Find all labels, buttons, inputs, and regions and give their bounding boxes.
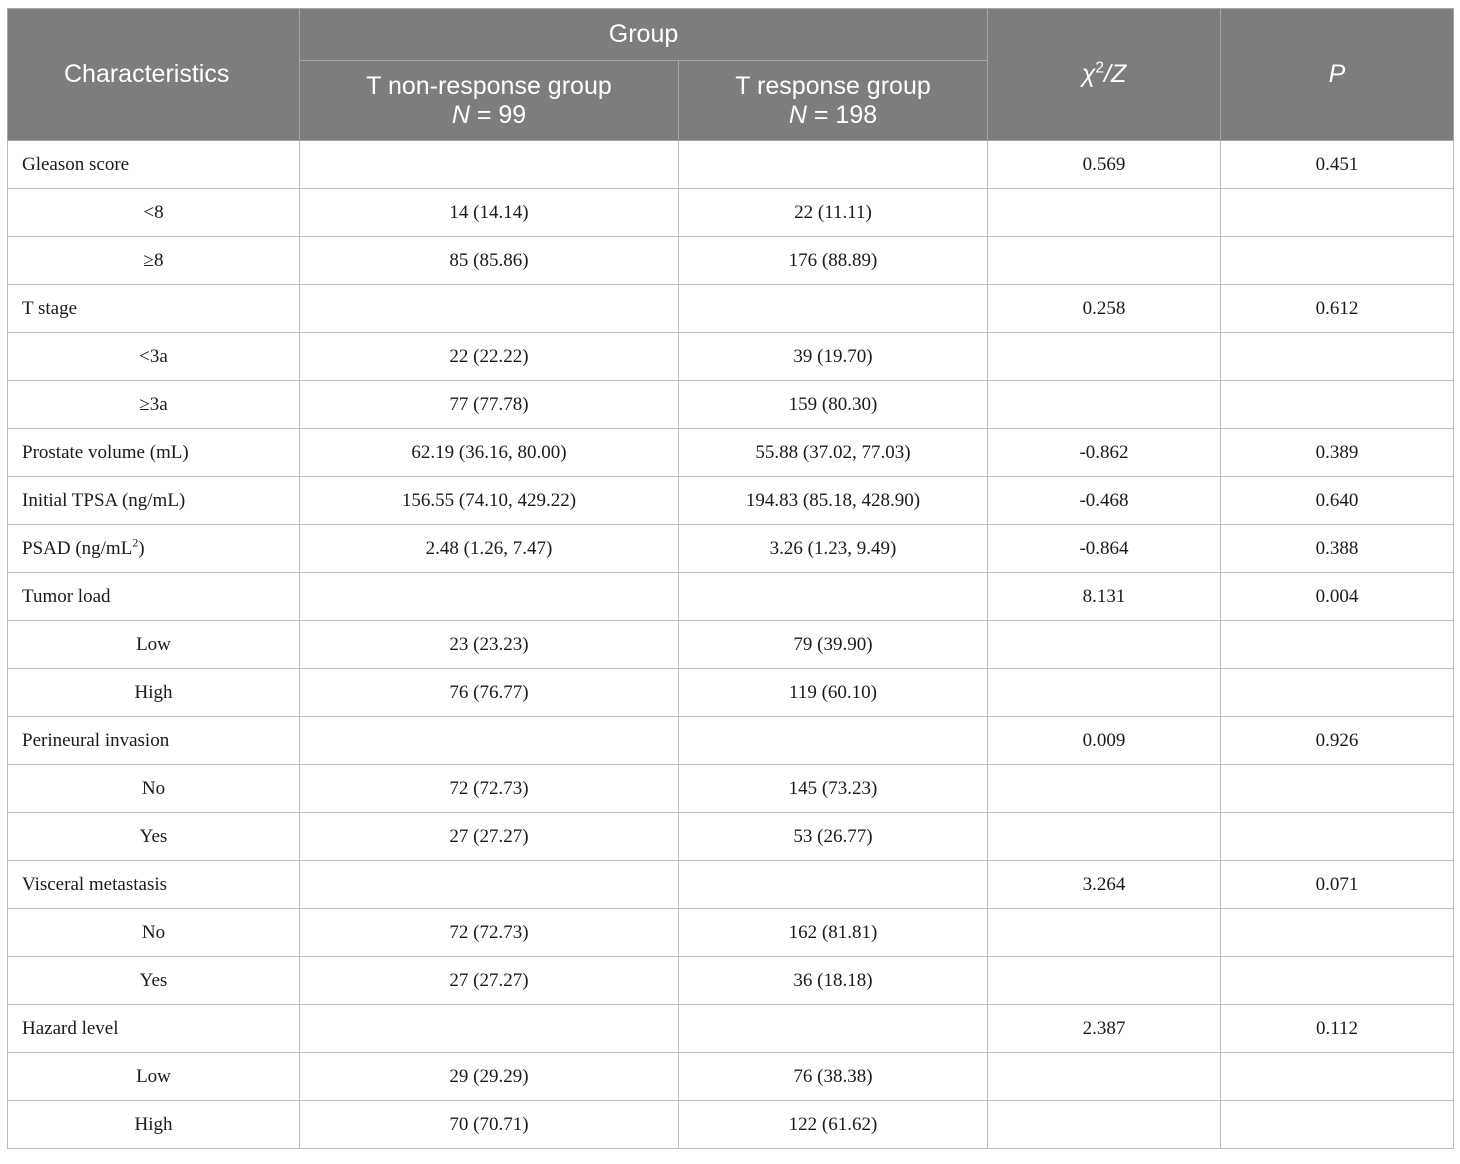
header-p-value: [1221, 9, 1454, 141]
cell-statistic: -0.862: [988, 429, 1221, 477]
header-stat-rest: /Z: [1104, 60, 1127, 88]
table-row: [8, 429, 1454, 477]
cell-p-value: [1221, 1053, 1454, 1101]
cell-nonresponse: [300, 573, 679, 621]
cell-nonresponse: 62.19 (36.16, 80.00): [300, 429, 679, 477]
cell-response: 162 (81.81): [679, 909, 988, 957]
cell-p-value: [1221, 189, 1454, 237]
cell-statistic: [988, 621, 1221, 669]
row-subcategory: [8, 189, 300, 237]
table-row: [8, 909, 1454, 957]
row-characteristic: [8, 717, 300, 765]
cell-nonresponse: 77 (77.78): [300, 381, 679, 429]
cell-p-value: [1221, 333, 1454, 381]
cell-nonresponse: 70 (70.71): [300, 1101, 679, 1149]
cell-response: 36 (18.18): [679, 957, 988, 1005]
cell-response: [679, 717, 988, 765]
row-label: Prostate volume (mL): [22, 441, 189, 463]
cell-p-value: [1221, 765, 1454, 813]
cell-p-value: 0.926: [1221, 717, 1454, 765]
row-subcategory: [8, 237, 300, 285]
cell-statistic: 2.387: [988, 1005, 1221, 1053]
row-label: ≥3a: [139, 393, 168, 415]
header-stat-chi-sup: 2: [1095, 59, 1105, 77]
row-subcategory: [8, 813, 300, 861]
cell-response: 79 (39.90): [679, 621, 988, 669]
row-label: Initial TPSA (ng/mL): [22, 489, 186, 511]
table-header: [8, 9, 1454, 141]
header-p-label: P: [1328, 60, 1346, 88]
row-label: ≥8: [143, 249, 164, 271]
cell-response: [679, 285, 988, 333]
cell-nonresponse: 29 (29.29): [300, 1053, 679, 1101]
table-row: [8, 813, 1454, 861]
cell-response: [679, 141, 988, 189]
cell-p-value: [1221, 621, 1454, 669]
cell-p-value: [1221, 813, 1454, 861]
cell-response: 176 (88.89): [679, 237, 988, 285]
header-nonresponse-n: [300, 101, 678, 130]
row-subcategory: [8, 909, 300, 957]
table-row: [8, 477, 1454, 525]
row-label: Gleason score: [22, 153, 130, 175]
table-row: [8, 141, 1454, 189]
cell-nonresponse: 27 (27.27): [300, 957, 679, 1005]
cell-nonresponse: [300, 861, 679, 909]
table-row: [8, 285, 1454, 333]
cell-nonresponse: [300, 1005, 679, 1053]
cell-p-value: 0.612: [1221, 285, 1454, 333]
cell-nonresponse: 76 (76.77): [300, 669, 679, 717]
row-label: Yes: [139, 969, 168, 991]
cell-response: 145 (73.23): [679, 765, 988, 813]
header-nonresponse-label: T non-response group: [366, 71, 612, 100]
header-nonresponse-n-value: = 99: [469, 100, 527, 129]
header-nonresponse-n-italic: N: [451, 100, 470, 129]
table-row: [8, 1005, 1454, 1053]
row-characteristic: [8, 525, 300, 573]
cell-statistic: [988, 669, 1221, 717]
row-subcategory: [8, 1053, 300, 1101]
row-label-superscript: 2: [132, 536, 139, 550]
table-row: [8, 573, 1454, 621]
cell-nonresponse: 14 (14.14): [300, 189, 679, 237]
table-row: [8, 333, 1454, 381]
row-label: Yes: [139, 825, 168, 847]
header-response-label: T response group: [735, 71, 931, 100]
cell-nonresponse: 156.55 (74.10, 429.22): [300, 477, 679, 525]
row-subcategory: [8, 381, 300, 429]
cell-statistic: [988, 333, 1221, 381]
row-label: <3a: [139, 345, 168, 367]
header-characteristics: Characteristics: [8, 9, 300, 141]
cell-statistic: 0.569: [988, 141, 1221, 189]
cell-statistic: -0.468: [988, 477, 1221, 525]
row-characteristic: [8, 429, 300, 477]
table-row: [8, 237, 1454, 285]
cell-nonresponse: [300, 717, 679, 765]
table-row: [8, 189, 1454, 237]
cell-p-value: 0.071: [1221, 861, 1454, 909]
cell-nonresponse: [300, 285, 679, 333]
row-subcategory: [8, 621, 300, 669]
row-characteristic: [8, 1005, 300, 1053]
table-row: [8, 1101, 1454, 1149]
cell-response: 194.83 (85.18, 428.90): [679, 477, 988, 525]
cell-p-value: [1221, 381, 1454, 429]
header-statistic: [988, 9, 1221, 141]
cell-statistic: [988, 765, 1221, 813]
cell-response: [679, 573, 988, 621]
cell-statistic: 0.258: [988, 285, 1221, 333]
cell-nonresponse: 85 (85.86): [300, 237, 679, 285]
cell-nonresponse: 27 (27.27): [300, 813, 679, 861]
cell-response: 159 (80.30): [679, 381, 988, 429]
table-row: [8, 525, 1454, 573]
header-response-group: [679, 61, 988, 141]
table-row: [8, 621, 1454, 669]
cell-response: 39 (19.70): [679, 333, 988, 381]
cell-nonresponse: 72 (72.73): [300, 909, 679, 957]
cell-response: 53 (26.77): [679, 813, 988, 861]
header-response-n-value: = 198: [806, 100, 878, 129]
row-subcategory: [8, 765, 300, 813]
cell-statistic: [988, 237, 1221, 285]
row-characteristic: [8, 573, 300, 621]
cell-statistic: [988, 189, 1221, 237]
header-nonresponse-group: [300, 61, 679, 141]
row-label: PSAD (ng/mL: [22, 537, 133, 559]
cell-nonresponse: [300, 141, 679, 189]
cell-nonresponse: 22 (22.22): [300, 333, 679, 381]
cell-p-value: 0.451: [1221, 141, 1454, 189]
row-label: No: [141, 777, 166, 799]
cell-statistic: [988, 909, 1221, 957]
cell-statistic: [988, 381, 1221, 429]
table-row: [8, 1053, 1454, 1101]
cell-response: 22 (11.11): [679, 189, 988, 237]
cell-p-value: [1221, 957, 1454, 1005]
cell-p-value: 0.112: [1221, 1005, 1454, 1053]
header-response-n-italic: N: [788, 100, 807, 129]
cell-p-value: [1221, 237, 1454, 285]
table-body: [8, 141, 1454, 1149]
cell-p-value: [1221, 909, 1454, 957]
cell-p-value: 0.004: [1221, 573, 1454, 621]
cell-nonresponse: 23 (23.23): [300, 621, 679, 669]
cell-nonresponse: 72 (72.73): [300, 765, 679, 813]
cell-statistic: [988, 1101, 1221, 1149]
table-row: [8, 861, 1454, 909]
characteristics-table: [7, 8, 1454, 1149]
cell-response: 122 (61.62): [679, 1101, 988, 1149]
row-subcategory: [8, 669, 300, 717]
row-label: T stage: [22, 297, 78, 319]
row-label: Low: [136, 633, 171, 655]
row-characteristic: [8, 861, 300, 909]
table-row: [8, 765, 1454, 813]
cell-nonresponse: 2.48 (1.26, 7.47): [300, 525, 679, 573]
row-label: Low: [136, 1065, 171, 1087]
row-characteristic: [8, 141, 300, 189]
row-label: High: [134, 681, 173, 703]
table-row: [8, 717, 1454, 765]
cell-response: [679, 1005, 988, 1053]
row-label: <8: [143, 201, 164, 223]
row-subcategory: [8, 333, 300, 381]
cell-p-value: 0.640: [1221, 477, 1454, 525]
row-label-suffix: ): [138, 537, 145, 559]
row-label: No: [141, 921, 166, 943]
cell-statistic: [988, 813, 1221, 861]
cell-response: 119 (60.10): [679, 669, 988, 717]
cell-statistic: 3.264: [988, 861, 1221, 909]
table-row: [8, 957, 1454, 1005]
header-group: Group: [300, 9, 988, 61]
cell-response: 55.88 (37.02, 77.03): [679, 429, 988, 477]
cell-response: 76 (38.38): [679, 1053, 988, 1101]
row-subcategory: [8, 957, 300, 1005]
cell-statistic: [988, 957, 1221, 1005]
cell-statistic: 0.009: [988, 717, 1221, 765]
cell-p-value: 0.388: [1221, 525, 1454, 573]
row-label: Perineural invasion: [22, 729, 170, 751]
cell-p-value: [1221, 1101, 1454, 1149]
table-row: [8, 381, 1454, 429]
row-label: High: [134, 1113, 173, 1135]
cell-statistic: -0.864: [988, 525, 1221, 573]
table-row: [8, 669, 1454, 717]
row-label: Visceral metastasis: [22, 873, 168, 895]
cell-response: [679, 861, 988, 909]
header-stat-chi: χ: [1081, 60, 1096, 88]
row-label: Hazard level: [22, 1017, 119, 1039]
row-subcategory: [8, 1101, 300, 1149]
row-characteristic: [8, 477, 300, 525]
cell-p-value: 0.389: [1221, 429, 1454, 477]
row-label: Tumor load: [22, 585, 111, 607]
cell-statistic: 8.131: [988, 573, 1221, 621]
cell-response: 3.26 (1.23, 9.49): [679, 525, 988, 573]
header-response-n: [679, 101, 987, 130]
cell-p-value: [1221, 669, 1454, 717]
row-characteristic: [8, 285, 300, 333]
cell-statistic: [988, 1053, 1221, 1101]
